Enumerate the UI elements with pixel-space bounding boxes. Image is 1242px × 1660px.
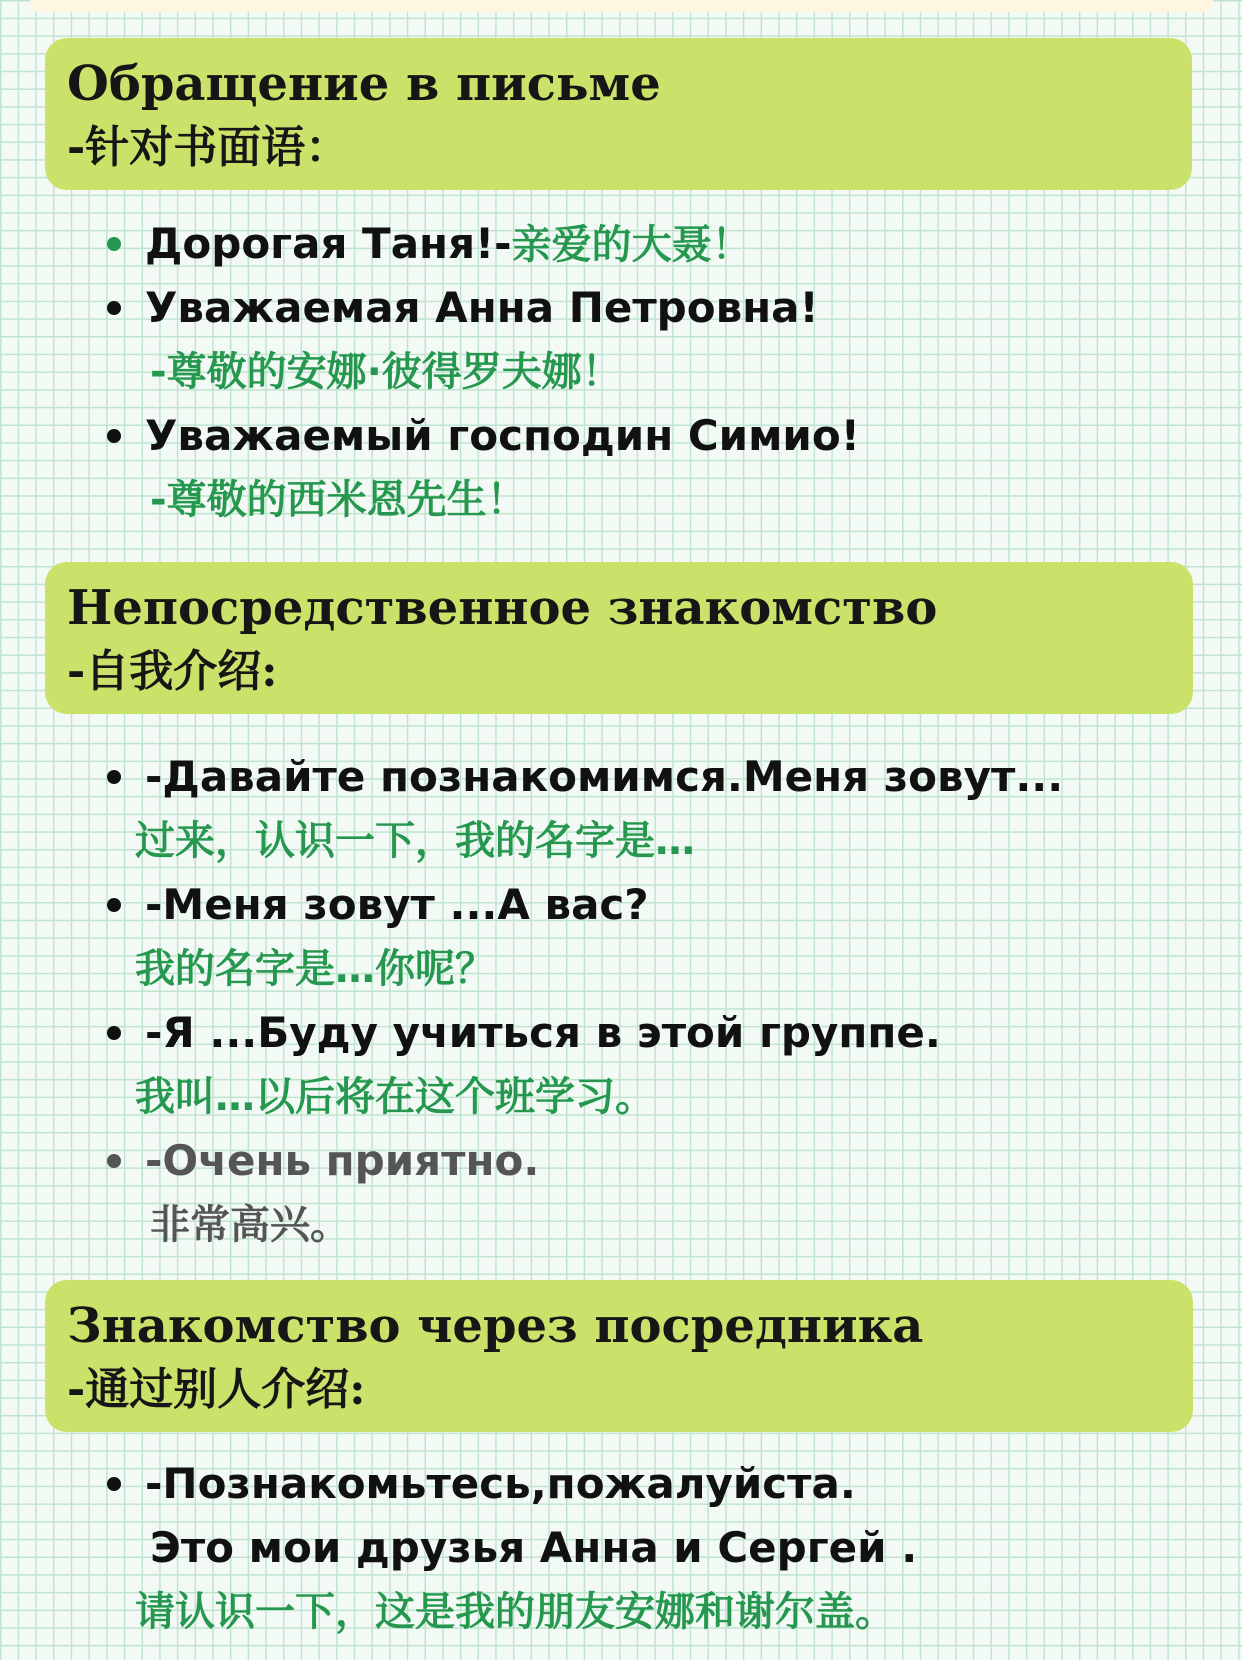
chinese-translation: 我叫…以后将在这个班学习。 — [135, 1074, 655, 1120]
section-title: Непосредственное знакомство — [67, 580, 938, 636]
section-header-direct-acquaintance — [45, 562, 1193, 714]
list-item — [100, 404, 860, 532]
chinese-translation: 非常高兴。 — [150, 1202, 350, 1248]
top-banner-strip — [30, 0, 1213, 12]
chinese-translation: -尊敬的安娜·彼得罗夫娜！ — [150, 349, 622, 395]
section-subtitle: -通过别人介绍: — [67, 1364, 366, 1415]
bullet-dot-icon — [107, 1026, 121, 1040]
russian-phrase: Уважаемая Анна Петровна! — [145, 283, 819, 332]
russian-phrase: -Очень приятно. — [145, 1136, 540, 1185]
section-title: Обращение в письме — [67, 56, 661, 112]
section-header-introduction-via-intermediary — [45, 1280, 1193, 1432]
chinese-translation: -尊敬的西米恩先生！ — [150, 477, 527, 523]
section-subtitle: -自我介绍: — [67, 646, 278, 697]
bullet-dot-icon — [107, 770, 121, 784]
chinese-translation: 请认识一下，这是我的朋友安娜和谢尔盖。 — [135, 1589, 895, 1635]
chinese-translation: 我的名字是…你呢？ — [135, 946, 495, 992]
list-item — [100, 276, 860, 404]
bullet-dot-icon — [107, 1154, 121, 1168]
list-item — [100, 1129, 1063, 1257]
russian-phrase: -Я ...Буду учиться в этой группе. — [145, 1008, 941, 1057]
section-subtitle: -针对书面语： — [67, 122, 350, 173]
russian-phrase: -Меня зовут ...А вас? — [145, 880, 649, 929]
list-item — [100, 1001, 1063, 1129]
chinese-translation: 亲爱的大聂！ — [511, 222, 752, 268]
section-header-letter-address — [45, 38, 1192, 190]
bullet-dot-icon — [107, 898, 121, 912]
russian-phrase: -Давайте познакомимся.Меня зовут... — [145, 752, 1064, 801]
russian-phrase-continued: Это мои друзья Анна и Сергей . — [150, 1523, 918, 1572]
section-title: Знакомство через посредника — [67, 1298, 924, 1354]
bullet-dot-icon — [107, 301, 121, 315]
bullet-dot-icon — [107, 429, 121, 443]
list-item — [100, 745, 1063, 873]
phrase-list-direct-acquaintance — [100, 745, 1063, 1257]
russian-phrase: Дорогая Таня!- — [145, 219, 512, 268]
phrase-list-letter-address — [100, 212, 860, 532]
russian-phrase: -Познакомьтесь,пожалуйста. — [145, 1459, 856, 1508]
russian-phrase: Уважаемый господин Симио! — [145, 411, 860, 460]
list-item — [100, 873, 1063, 1001]
list-item — [100, 1452, 917, 1644]
chinese-translation: 过来，认识一下，我的名字是… — [135, 818, 695, 864]
phrase-list-introduction-via-intermediary — [100, 1452, 917, 1644]
list-item — [100, 212, 860, 276]
bullet-dot-icon — [107, 237, 121, 251]
bullet-dot-icon — [107, 1477, 121, 1491]
